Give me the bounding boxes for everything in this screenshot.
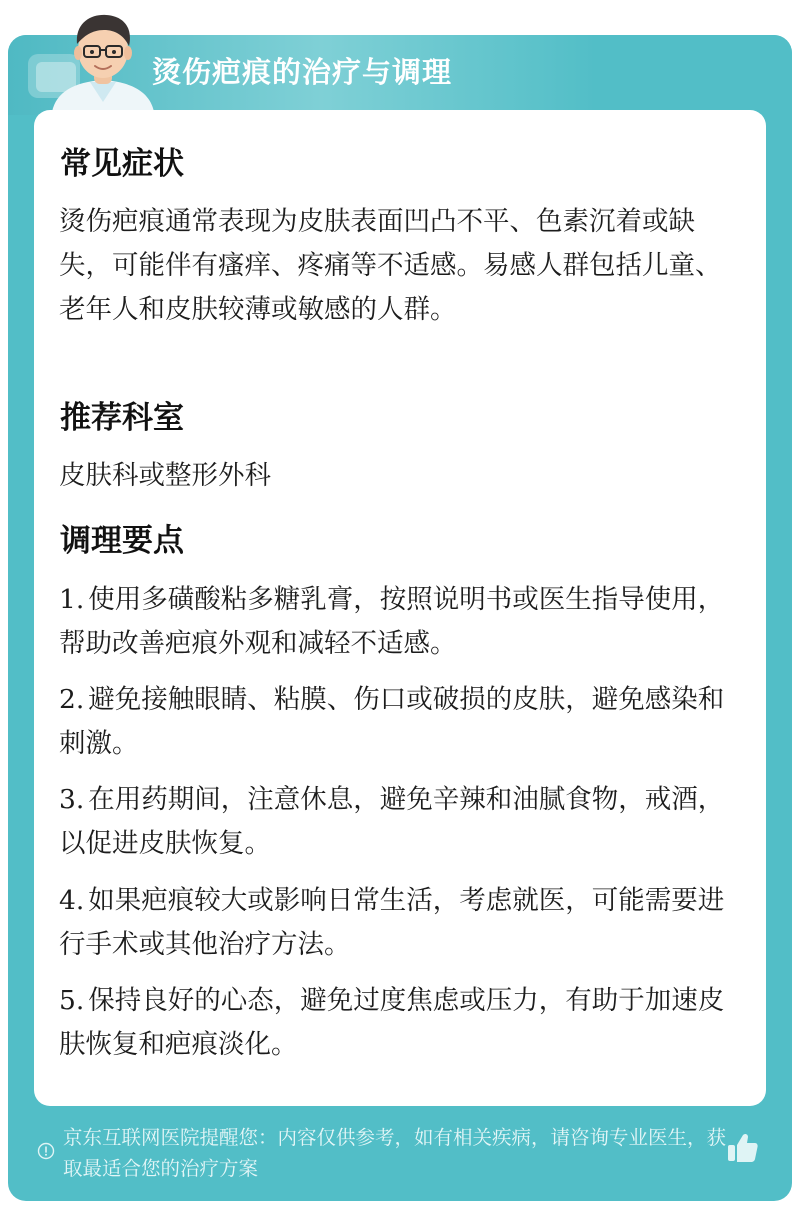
care-item-text: 保持良好的心态，避免过度焦虑或压力，有助于加速皮肤恢复和疤痕淡化。 [59,985,725,1060]
care-item-number: 3. [59,784,85,815]
care-item [59,979,729,1067]
care-item-text: 在用药期间，注意休息，避免辛辣和油腻食物，戒酒，以促进皮肤恢复。 [59,784,725,859]
section-title-symptoms: 常见症状 [60,146,184,182]
care-item [59,678,729,766]
care-item-text: 使用多磺酸粘多糖乳膏，按照说明书或医生指导使用，帮助改善疤痕外观和减轻不适感。 [59,584,725,659]
section-title-department: 推荐科室 [60,400,184,436]
care-item-number: 5. [59,985,85,1016]
care-item [59,879,729,967]
care-item-number: 2. [59,684,85,715]
page-title: 烫伤疤痕的治疗与调理 [152,55,453,89]
doctor-avatar [44,6,162,112]
care-item-number: 1. [59,584,85,615]
department-text: 皮肤科或整形外科 [59,460,271,491]
care-item-text: 避免接触眼睛、粘膜、伤口或破损的皮肤，避免感染和刺激。 [59,684,725,759]
disclaimer-text: 京东互联网医院提醒您：内容仅供参考，如有相关疾病，请咨询专业医生，获取最适合您的治疗方案 [63,1126,727,1180]
care-item [59,778,729,866]
thumbs-up-icon[interactable] [724,1130,760,1166]
info-icon [37,1142,55,1160]
section-title-care: 调理要点 [60,523,184,559]
care-item-number: 4. [59,885,85,916]
care-item [59,578,729,666]
care-item-text: 如果疤痕较大或影响日常生活，考虑就医，可能需要进行手术或其他治疗方法。 [59,885,725,960]
symptoms-text: 烫伤疤痕通常表现为皮肤表面凹凸不平、色素沉着或缺失，可能伴有瘙痒、疼痛等不适感。易感人群包括儿童、老年人和皮肤较薄或敏感的人群。 [59,206,722,325]
